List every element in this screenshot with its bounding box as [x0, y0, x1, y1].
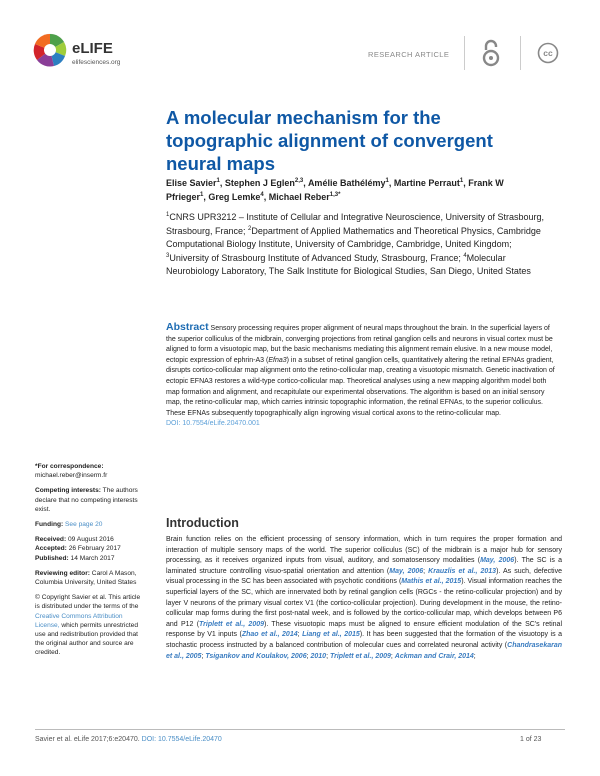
page-number: 1 of 23 [520, 736, 542, 743]
abstract: Abstract Sensory processing requires proper alignment of neural maps throughout the brain. In the superficial layers of the superior colliculus of the midbrain, converging projections from retinal ganglion cells and neurons in visual cortex must be aligned to form a visuotopic map, but the basic mechanisms mediating this alignment remain elusive. In a new mouse model, ectopic expression of ephrin-A3 (Efna3) in a subset of retinal ganglion cells, quantitatively altering the retinal EFNAs gradient, disrupts cortico-collicular map alignment onto the retino-collicular map, creating a visuotopic mismatch. Genetic inactivation of ectopic EFNA3 restores a wild-type cortico-collicular map. Theoretical analyses using a new mapping algorithm model both map formation and alignment, and recapitulate our experimental observations. The algorithm is based on an initial sensory map, the retino-collicular map, which carries intrinsic topographic information, the retinal EFNAs, to the superior colliculus. These EFNAs subsequently topographically align ingrowing visual cortical axons to the retino-collicular map. DOI: 10.7554/eLife.20470.001 [166, 321, 555, 428]
page-header [32, 28, 572, 84]
footer-citation: Savier et al. eLife 2017;6:e20470. DOI: 10.7554/eLife.20470 [35, 736, 222, 743]
logo-name: eLIFE [72, 40, 113, 57]
correspondence: *For correspondence: michael.reber@inserm.fr [35, 463, 108, 480]
citation-link[interactable]: 2010 [310, 652, 327, 660]
cc-label: cc [543, 48, 553, 59]
citation-link[interactable]: Zhao et al., 2014 [241, 631, 298, 639]
abstract-heading: Abstract [166, 321, 209, 333]
author-name[interactable]: Amélie Bathélémy [307, 178, 386, 188]
affiliations: $^1$CNRS UPR3212 – Institute of Cellular and Integrative Neuroscience, University of Strasbourg, Strasbourg, France; $^2$Department of Applied Mathematics and Theoretical Physics, Cambridge Computational Biology Institute, University of Cambridge, Cambridge, United Kingdom; $^3$University of Strasbourg Institute of Advanced Study, Strasbourg, France; $^4$Molecular Neurobiology Laboratory, The Salk Institute for Biological Studies, San Diego, United States [166, 212, 545, 277]
footer-doi-link[interactable]: DOI: 10.7554/eLife.20470 [141, 736, 222, 743]
author-name[interactable]: Stephen J Eglen [224, 178, 295, 188]
citation-link[interactable]: Triplett et al., 2009 [199, 620, 264, 628]
article-type-label: RESEARCH ARTICLE [368, 50, 450, 59]
dates: Received: 09 August 2016 Accepted: 26 February 2017 Published: 14 March 2017 [35, 536, 121, 562]
section-heading-introduction: Introduction [166, 516, 239, 530]
footer-divider [35, 729, 565, 730]
article-title: A molecular mechanism for the topographic alignment of convergent neural maps [166, 107, 493, 174]
elife-logo-icon [32, 32, 68, 68]
funding: Funding: See page 20 [35, 521, 103, 529]
creative-commons-icon [537, 42, 559, 64]
competing-interests: Competing interests: The authors declare that no competing interests exist. [35, 487, 138, 513]
author-name[interactable]: Greg Lemke [208, 191, 261, 202]
citation-link[interactable]: Triplett et al., 2009 [329, 652, 391, 660]
author-name[interactable]: Elise Savier [166, 178, 217, 188]
reviewing-editor: Reviewing editor: Carol A Mason, Columbia University, United States [35, 569, 137, 587]
copyright-notice: © Copyright Savier et al. This article is distributed under the terms of the Creative Commons Attribution License, which permits unrestricted use and redistribution provided that the original author and source are credited. [35, 594, 141, 657]
article-info-sidebar [35, 462, 145, 664]
citation-link[interactable]: Chandrasekaran et al., 2005 [166, 641, 562, 660]
logo-url: elifesciences.org [72, 59, 121, 66]
citation-link[interactable]: Krauzlis et al., 2013 [428, 567, 497, 575]
copyright-icon: © [35, 594, 42, 602]
header-divider [520, 36, 521, 70]
citation-link[interactable]: Liang et al., 2015 [302, 631, 360, 639]
author-name[interactable]: Michael Reber [268, 191, 330, 202]
citation-link[interactable]: May, 2006 [480, 557, 515, 565]
abstract-doi-link[interactable]: DOI: 10.7554/eLife.20470.001 [166, 420, 260, 428]
header-divider [464, 36, 465, 70]
citation-link[interactable]: Mathis et al., 2015 [401, 578, 462, 586]
funding-link[interactable]: See page 20 [63, 521, 103, 529]
open-access-icon [480, 38, 502, 68]
elife-logo[interactable] [32, 28, 142, 76]
author-list: Elise Savier$^1$, Stephen J Eglen$^{2,3}$, Amélie Bathélémy$^1$, Martine Perraut$^1$, Frank W Pfrieger$^1$, Greg Lemke$^4$, Michael Reber$^{1,3*}$ [166, 178, 504, 202]
correspondence-email[interactable]: michael.reber@inserm.fr [35, 472, 108, 480]
citation-link[interactable]: May, 2006 [389, 567, 424, 575]
license-link[interactable]: Creative Commons Attribution License, [35, 612, 123, 629]
citation-link[interactable]: Tsigankov and Koulakov, 2006 [205, 652, 307, 660]
author-name[interactable]: Frank W Pfrieger [166, 178, 504, 202]
introduction-body: Brain function relies on the efficient processing of sensory information, which in turn requires the proper formation and interaction of multiple sensory maps of the world. The superior colliculus (SC) of the midbrain is a major hub for sensory processing, as it receives organized inputs from visual, auditory, and somatosensory modalities (May, 2006). The SC is a laminated structure controlling visuo-spatial orientation and attention (May, 2006; Krauzlis et al., 2013). As such, defective visual processing in the SC has been associated with psychotic conditions (Mathis et al., 2015). Visual information reaches the superficial layers of the SC, which are innervated both by retinal ganglion cells (RGCs - the retino-collicular projection) and by layer V neurons of the primary visual cortex V1 (the cortico-collicular projection). During development in the mouse, the retino-collicular map forms during the first post-natal week, and is followed by the cortico-collicular map, which develops between P6 and P12 (Triplett et al., 2009). These visuotopic maps must be aligned to ensure efficient modulation of the SC's retinal response by V1 inputs (Zhao et al., 2014; Liang et al., 2015). It has been suggested that the formation of the visuotopy is a stochastic process instructed by a balanced contribution of molecular cues and correlated neuronal activity (Chandrasekaran et al., 2005; Tsigankov and Koulakov, 2006; 2010; Triplett et al., 2009; Ackman and Crair, 2014; [166, 536, 563, 660]
citation-link[interactable]: Ackman and Crair, 2014 [394, 652, 474, 660]
author-name[interactable]: Martine Perraut [393, 178, 460, 188]
